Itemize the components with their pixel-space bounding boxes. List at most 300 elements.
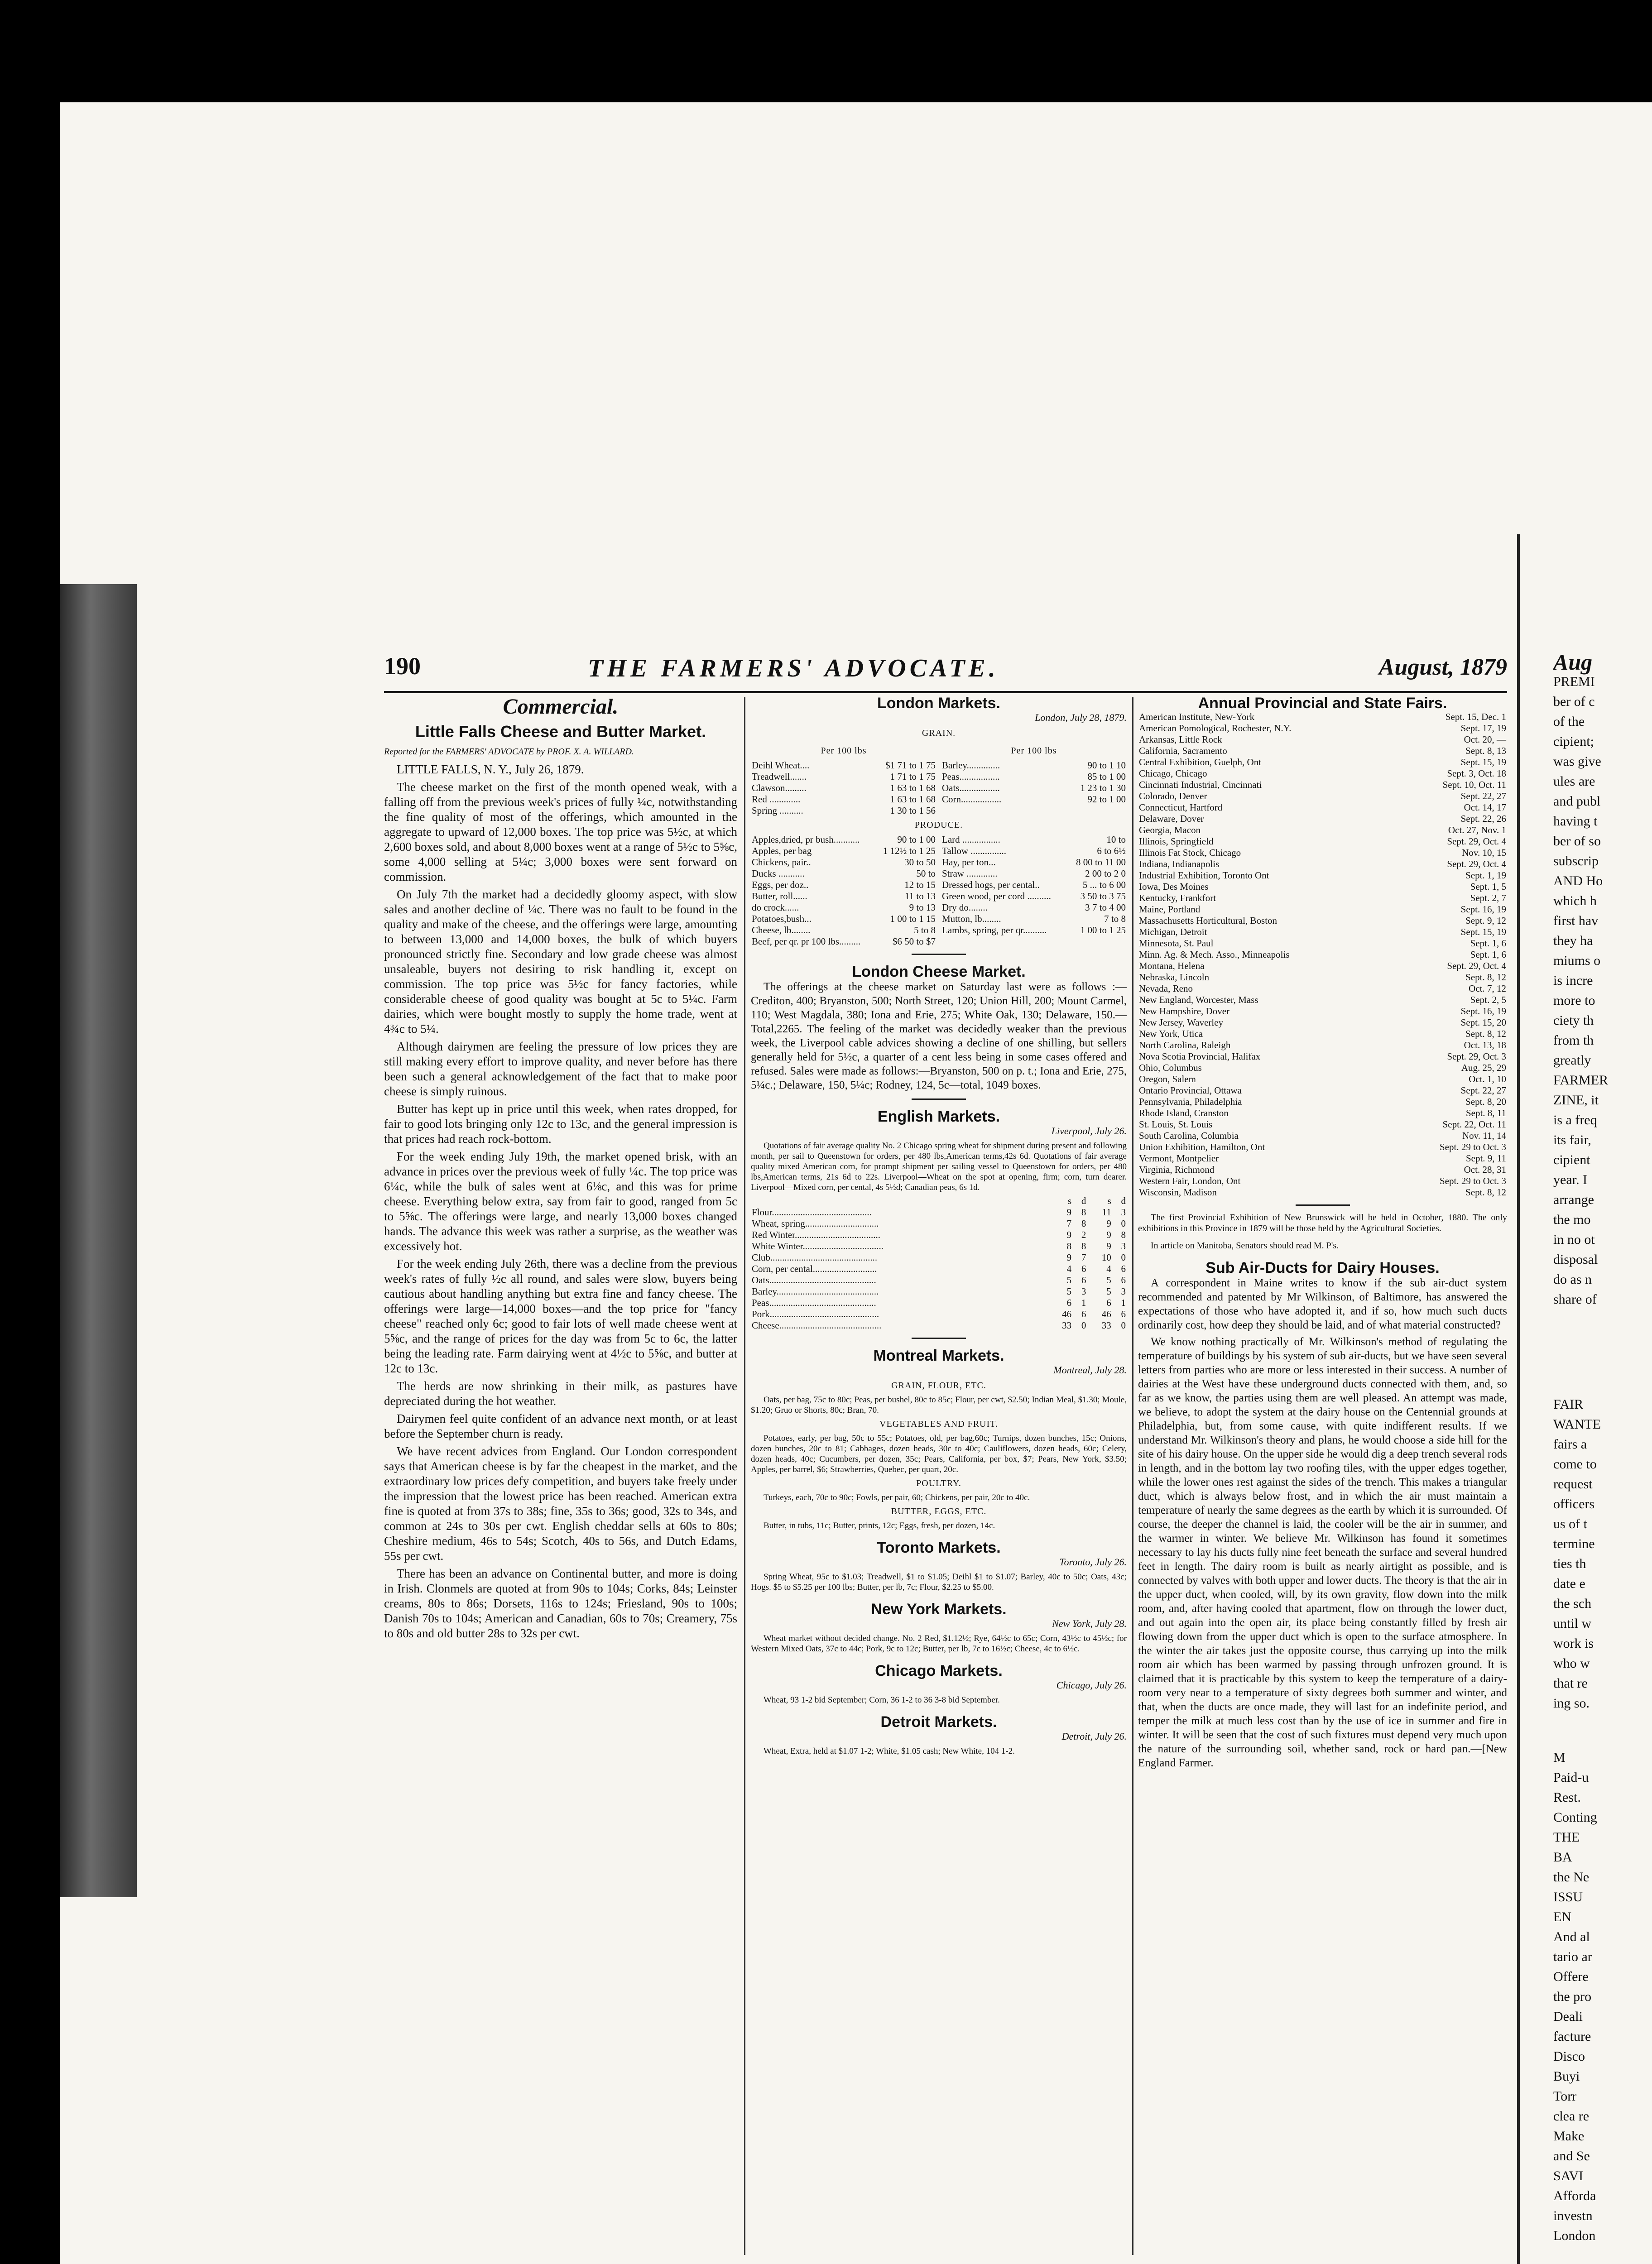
- fair-row: [1138, 1142, 1507, 1153]
- item-value: 10: [1101, 1252, 1111, 1263]
- fragment-line: us of t: [1553, 1516, 1587, 1531]
- item-value: Sept. 2, 5: [1470, 994, 1506, 1005]
- item-value: 3: [1121, 1207, 1126, 1218]
- fair-row: [1138, 938, 1507, 949]
- produce-row: [751, 845, 936, 857]
- item-value: 9: [1106, 1229, 1111, 1240]
- fragment-line: EN: [1553, 1909, 1571, 1924]
- fragment-line: come to: [1553, 1457, 1597, 1472]
- item-name: Oats.................: [942, 782, 1000, 793]
- item-name: Chicago, Chicago: [1139, 768, 1207, 779]
- english-markets-body: Quotations of fair average quality No. 2 Chicago spring wheat for shipment during present and following month, per sail to Queenstown for orders, per 480 lbs,American terms,42s 6d. Quotations of fair average quality mixed American corn, for prompt shipment per sailing vessel to Queenstown for orders, per 480 lbs,American terms, 21s 6d to 22s. Liverpool—Wheat on the spot at opening, firm; corn, turn dearer. Liverpool—Mixed corn, per cental, 4s 5½d; Canadian peas, 6s 1d.: [751, 1141, 1127, 1192]
- fair-row: [1138, 1028, 1507, 1040]
- item-value: Sept. 1, 5: [1470, 881, 1506, 892]
- item-value: Sept. 29 to Oct. 3: [1440, 1175, 1506, 1186]
- item-value: 8: [1066, 1241, 1072, 1252]
- item-value: Sept. 8, 12: [1465, 1187, 1506, 1198]
- chicago-body: Wheat, 93 1-2 bid September; Corn, 36 1-2 to 36 3-8 bid September.: [764, 1695, 1000, 1705]
- item-value: 3: [1081, 1286, 1086, 1297]
- item-value: Sept. 29 to Oct. 3: [1440, 1142, 1506, 1152]
- fair-row: [1138, 1108, 1507, 1119]
- fragment-line: ing so.: [1553, 1696, 1590, 1711]
- fair-row: [1138, 870, 1507, 881]
- item-name: Deihl Wheat....: [752, 760, 810, 771]
- fair-row: [1138, 949, 1507, 960]
- fragment-line: first hav: [1553, 913, 1599, 928]
- london-cheese-title: London Cheese Market.: [852, 963, 1026, 980]
- fragment-line: Offere: [1553, 1969, 1589, 1984]
- item-value: Oct. 27, Nov. 1: [1448, 825, 1506, 835]
- english-row: [751, 1207, 1127, 1218]
- fragment-line: was give: [1553, 754, 1601, 769]
- item-name: Georgia, Macon: [1139, 825, 1201, 835]
- fair-row: [1138, 813, 1507, 825]
- fragment-line: fairs a: [1553, 1437, 1587, 1452]
- paragraph: The cheese market on the first of the month opened weak, with a falling off from the previous week's prices of fully ¼c, notwithstanding the fine quality of most of the offerings, which amounted in the aggregate to upward of 12,000 boxes. The top price was 5½c, at which 2,600 boxes sold, and about 8,000 boxes went at a range of 5½c to 5⅝c, some 4,000 selling at 5¼c; 3,000 boxes were sent forward on commission.: [384, 780, 737, 883]
- produce-row: [941, 891, 1127, 902]
- toronto-markets-title: Toronto Markets.: [877, 1539, 1001, 1556]
- item-value: 5: [1106, 1286, 1111, 1297]
- produce-row: [751, 925, 936, 936]
- fairs-table: [1138, 711, 1507, 1198]
- item-value: Sept. 22, 27: [1460, 1085, 1506, 1096]
- produce-row: [941, 845, 1127, 857]
- fragment-line: cipient;: [1553, 734, 1594, 749]
- item-name: Maine, Portland: [1139, 904, 1201, 915]
- fragment-line: miums o: [1553, 953, 1601, 968]
- paragraph: Dairymen feel quite confident of an advance next month, or at least before the September churn is ready.: [384, 1412, 737, 1440]
- paragraph: For the week ending July 26th, there was a decline from the previous week's rates of fully ½c all round, and sales were slow, buyers being cautious about handling anything but extra fine and fancy cheese. The offerings were large—14,000 boxes—and the top price for "fancy cheese" reached only 6c; good to fair lots of well made cheese went at 5⅝c, and the range of prices for the day was from 5c to 6c, the latter being the leading rate. Farm dairying went at 4½c to 5⅝c, and butter at 12c to 13c.: [384, 1257, 737, 1375]
- fragment-line: officers: [1553, 1497, 1595, 1511]
- fragment-line: year. I: [1553, 1172, 1587, 1187]
- item-name: St. Louis, St. Louis: [1139, 1119, 1213, 1130]
- item-value: 33: [1062, 1320, 1072, 1331]
- item-value: $1 71 to 1 75: [885, 760, 936, 771]
- fragment-line: AND Ho: [1553, 873, 1603, 888]
- detroit-markets-title: Detroit Markets.: [880, 1713, 997, 1731]
- item-name: Rhode Island, Cranston: [1139, 1108, 1229, 1118]
- fair-row: [1138, 745, 1507, 757]
- fragment-line: WANTE: [1553, 1417, 1601, 1432]
- item-name: Nova Scotia Provincial, Halifax: [1139, 1051, 1261, 1062]
- english-table: [751, 1195, 1127, 1331]
- item-value: 5 to 8: [914, 925, 936, 935]
- item-value: 5: [1066, 1275, 1072, 1285]
- fair-row: [1138, 847, 1507, 859]
- fragment-line: until w: [1553, 1616, 1592, 1631]
- english-row: [751, 1252, 1127, 1263]
- fragment-line: ber of c: [1553, 694, 1595, 709]
- item-value: 10 to: [1106, 834, 1126, 845]
- item-name: Minnesota, St. Paul: [1139, 938, 1214, 949]
- item-name: Union Exhibition, Hamilton, Ont: [1139, 1142, 1265, 1152]
- item-value: 4: [1106, 1263, 1111, 1274]
- fair-row: [1138, 825, 1507, 836]
- item-value: Sept. 8, 13: [1465, 745, 1506, 756]
- item-name: Iowa, Des Moines: [1139, 881, 1209, 892]
- fragment-line: that re: [1553, 1676, 1588, 1691]
- english-row: [751, 1263, 1127, 1275]
- item-name: American Pomological, Rochester, N.Y.: [1139, 723, 1292, 734]
- item-value: 7: [1081, 1252, 1086, 1263]
- item-value: 5: [1106, 1275, 1111, 1285]
- item-name: Illinois Fat Stock, Chicago: [1139, 847, 1241, 858]
- fragment-line: the pro: [1553, 1989, 1592, 2004]
- english-row: [751, 1275, 1127, 1286]
- item-name: Dry do........: [942, 902, 988, 913]
- fragment-line: its fair,: [1553, 1132, 1591, 1147]
- item-value: Sept. 1, 6: [1470, 938, 1506, 949]
- item-name: New England, Worcester, Mass: [1139, 994, 1258, 1005]
- item-name: Eggs, per doz..: [752, 879, 809, 890]
- item-value: 1 63 to 1 68: [890, 782, 936, 793]
- newspaper-page: [384, 652, 1507, 2264]
- item-value: 9: [1106, 1218, 1111, 1229]
- item-name: New York, Utica: [1139, 1028, 1203, 1039]
- item-name: Connecticut, Hartford: [1139, 802, 1223, 813]
- item-name: Barley..............: [942, 760, 1000, 771]
- grain-row: [941, 782, 1127, 794]
- english-row: [751, 1229, 1127, 1241]
- grain-row: [751, 805, 936, 816]
- item-value: Sept. 22, Oct. 11: [1442, 1119, 1506, 1130]
- item-value: 0: [1121, 1218, 1126, 1229]
- fragment-line: PREMI: [1553, 674, 1595, 689]
- item-name: Chickens, pair..: [752, 857, 811, 868]
- item-value: Sept. 22, 26: [1460, 813, 1506, 824]
- fair-row: [1138, 768, 1507, 779]
- fair-row: [1138, 1062, 1507, 1074]
- unit-label: Per 100 lbs: [1011, 746, 1057, 756]
- item-value: Sept. 15, Dec. 1: [1445, 711, 1506, 722]
- fragment-line: FARMER: [1553, 1073, 1609, 1088]
- next-page-fragment: [1553, 1748, 1644, 2246]
- fragment-line: ciety th: [1553, 1013, 1594, 1028]
- item-value: 0: [1081, 1320, 1086, 1331]
- item-name: Kentucky, Frankfort: [1139, 892, 1216, 903]
- item-value: 11 to 13: [904, 891, 936, 902]
- item-value: 8: [1121, 1229, 1126, 1240]
- item-value: Nov. 11, 14: [1462, 1130, 1506, 1141]
- produce-row: [751, 936, 936, 947]
- fragment-line: more to: [1553, 993, 1595, 1008]
- fragment-line: share of: [1553, 1292, 1597, 1307]
- subhead: GRAIN, FLOUR, ETC.: [891, 1381, 986, 1391]
- fair-row: [1138, 1085, 1507, 1096]
- english-row: [751, 1286, 1127, 1297]
- dateline: Chicago, July 26.: [1056, 1679, 1127, 1691]
- item-name: Peas.................: [942, 771, 1000, 782]
- item-name: Illinois, Springfield: [1139, 836, 1214, 847]
- item-name: Lard ................: [942, 834, 1000, 845]
- item-value: 1 00 to 1 25: [1080, 925, 1126, 935]
- item-name: Minn. Ag. & Mech. Asso., Minneapolis: [1139, 949, 1290, 960]
- fragment-line: Buyi: [1553, 2069, 1580, 2084]
- item-value: Sept. 3, Oct. 18: [1447, 768, 1506, 779]
- item-name: do crock......: [752, 902, 799, 913]
- fair-row: [1138, 779, 1507, 791]
- item-value: 8: [1081, 1207, 1086, 1218]
- paragraph: For the week ending July 19th, the market opened brisk, with an advance in prices over the previous week of fully ¼c. The top price was 6¼c, while the bulk of sales went at 6⅛c, and this was for prime cheese. Everything below extra, say from fair to good, ranged from 5c to 5⅝c. The offerings were large, and nearly 13,000 boxes changed hands. The advance this week was rather a surprise, as the weather was excessively hot.: [384, 1150, 737, 1253]
- fragment-line: M: [1553, 1750, 1566, 1765]
- fragment-line: THE: [1553, 1830, 1580, 1845]
- montreal-veg: Potatoes, early, per bag, 50c to 55c; Potatoes, old, per bag,60c; Turnips, dozen bunches, 15c; Onions, dozen bunches, 20c to 81; Cabbages, dozen heads, 30c to 40c; Cauliflowers, dozen heads, 60c; Celery, dozen heads, 40c; Cucumbers, per dozen, 35c; Pears, California, per box, $7; Pears, New York, $3.50; Apples, per barrel, $6; Strawberries, Quebec, per quart, 20c.: [751, 1434, 1127, 1474]
- english-row: [751, 1320, 1127, 1331]
- item-value: 1 00 to 1 15: [890, 913, 936, 924]
- fair-row: [1138, 1119, 1507, 1130]
- item-value: 7: [1066, 1218, 1072, 1229]
- fair-row: [1138, 757, 1507, 768]
- item-name: California, Sacramento: [1139, 745, 1227, 756]
- item-name: New Hampshire, Dover: [1139, 1006, 1230, 1017]
- fragment-line: in no ot: [1553, 1232, 1595, 1247]
- english-row: [751, 1218, 1127, 1229]
- fair-row: [1138, 802, 1507, 813]
- english-row: [751, 1309, 1127, 1320]
- paragraph: We have recent advices from England. Our London correspondent says that American cheese is by far the cheapest in the market, and the extraordinary low prices defy competition, and buyers take freely under the impression that the lowest price has been reached. American extra fine is quoted at from 37s to 38s; fine, 35s to 36s; good, 32s to 34s, and common at 24s to 30s per cwt. English cheddar sells at 60s to 80s; Cheshire medium, 46s to 54s; Scotch, 40s to 56s, and Dutch Edams, 55s per cwt.: [384, 1444, 737, 1563]
- item-name: Pennsylvania, Philadelphia: [1139, 1096, 1242, 1107]
- item-value: Sept. 9, 12: [1465, 915, 1506, 926]
- item-value: 6: [1081, 1275, 1086, 1285]
- item-name: Western Fair, London, Ont: [1139, 1175, 1241, 1186]
- fair-row: [1138, 1040, 1507, 1051]
- produce-row: [941, 834, 1127, 845]
- grain-row: [941, 794, 1127, 805]
- grain-subhead: GRAIN.: [922, 728, 956, 738]
- paragraph: Although dairymen are feeling the pressure of low prices they are still making every effort to improve quality, and never before has there been such a general acknowledgement of the fact that to make poor cheese is simply ruinous.: [384, 1040, 737, 1098]
- item-name: Treadwell.......: [752, 771, 807, 782]
- dateline: Toronto, July 26.: [1059, 1556, 1127, 1568]
- item-name: Dressed hogs, per cental..: [942, 879, 1040, 890]
- fair-row: [1138, 994, 1507, 1006]
- item-value: 0: [1121, 1320, 1126, 1331]
- dateline: London, July 28, 1879.: [1035, 712, 1127, 723]
- fragment-line: facture: [1553, 2029, 1591, 2044]
- dateline: Detroit, July 26.: [1061, 1731, 1127, 1742]
- item-name: Corn.................: [942, 794, 1002, 805]
- item-name: Straw .............: [942, 868, 998, 879]
- item-value: 1 63 to 1 68: [890, 794, 936, 805]
- item-value: Sept. 29, Oct. 4: [1447, 859, 1506, 869]
- item-name: Cheese...........................................: [752, 1320, 882, 1331]
- item-value: Oct. 13, 18: [1464, 1040, 1506, 1050]
- fairs-title: Annual Provincial and State Fairs.: [1198, 695, 1447, 712]
- item-value: $6 50 to $7: [892, 936, 936, 947]
- fragment-line: SAVI: [1553, 2168, 1584, 2183]
- item-value: 46: [1062, 1309, 1072, 1319]
- item-name: Virginia, Richmond: [1139, 1164, 1215, 1175]
- fragment-line: Afforda: [1553, 2188, 1596, 2203]
- fair-row: [1138, 881, 1507, 892]
- item-value: 46: [1101, 1309, 1111, 1319]
- fragment-line: arrange: [1553, 1192, 1594, 1207]
- fragment-line: Rest.: [1553, 1790, 1581, 1805]
- item-value: Oct. 1, 10: [1469, 1074, 1506, 1084]
- fair-row: [1138, 711, 1507, 723]
- fair-row: [1138, 1164, 1507, 1175]
- produce-row: [751, 868, 936, 879]
- byline: Reported for the FARMERS' ADVOCATE by PROF. X. A. WILLARD.: [384, 747, 634, 757]
- fairs-note: In article on Manitoba, Senators should read M. P's.: [1151, 1241, 1339, 1251]
- item-value: 12 to 15: [904, 879, 936, 890]
- item-name: Clawson.........: [752, 782, 807, 793]
- item-value: 5 ... to 6 00: [1082, 879, 1126, 890]
- item-value: Sept. 1, 19: [1465, 870, 1506, 881]
- fragment-line: Paid-u: [1553, 1770, 1589, 1785]
- fragment-line: and publ: [1553, 794, 1601, 809]
- item-name: Mutton, lb........: [942, 913, 1001, 924]
- section-title: Commercial.: [503, 695, 619, 719]
- detroit-body: Wheat, Extra, held at $1.07 1-2; White, $1.05 cash; New White, 104 1-2.: [764, 1746, 1015, 1756]
- grain-row: [751, 794, 936, 805]
- dateline: LITTLE FALLS, N. Y., July 26, 1879.: [397, 763, 584, 776]
- fair-row: [1138, 1175, 1507, 1187]
- fair-row: [1138, 859, 1507, 870]
- item-value: Sept. 1, 6: [1470, 949, 1506, 960]
- fragment-line: ISSU: [1553, 1890, 1583, 1904]
- fragment-line: ber of so: [1553, 834, 1601, 849]
- item-name: Flour..........................................: [752, 1207, 872, 1218]
- fairs-note: The first Provincial Exhibition of New Brunswick will be held in October, 1880. The only exhibitions in this Province in 1879 will be those held by the Agricultural Societies.: [1138, 1213, 1507, 1233]
- item-name: Ducks ...........: [752, 868, 805, 879]
- fair-row: [1138, 1006, 1507, 1017]
- item-value: 33: [1101, 1320, 1111, 1331]
- produce-row: [941, 925, 1127, 936]
- item-name: Arkansas, Little Rock: [1139, 734, 1222, 745]
- produce-row: [751, 891, 936, 902]
- item-value: Sept. 17, 19: [1460, 723, 1506, 734]
- fragment-line: cipient: [1553, 1152, 1590, 1167]
- item-name: Beef, per qr. pr 100 lbs.........: [752, 936, 861, 947]
- item-name: Wheat, spring...............................: [752, 1218, 879, 1229]
- item-value: Oct. 20, —: [1464, 734, 1506, 745]
- item-value: 6: [1106, 1297, 1111, 1308]
- item-value: 9: [1066, 1207, 1072, 1218]
- next-page-header: Aug: [1553, 652, 1593, 675]
- book-binding: [60, 584, 137, 1897]
- produce-row: [941, 868, 1127, 879]
- item-value: 1 71 to 1 75: [890, 771, 936, 782]
- item-name: Massachusetts Horticultural, Boston: [1139, 915, 1277, 926]
- fragment-line: the mo: [1553, 1212, 1591, 1227]
- column-rule: [1132, 697, 1133, 2255]
- produce-row: [941, 913, 1127, 925]
- fragment-line: ZINE, it: [1553, 1093, 1599, 1108]
- produce-row: [941, 902, 1127, 913]
- item-value: 90 to 1 10: [1087, 760, 1126, 771]
- subair-title: Sub Air-Ducts for Dairy Houses.: [1205, 1259, 1440, 1276]
- separator: [912, 1098, 966, 1100]
- item-value: 90 to 1 00: [897, 834, 936, 845]
- grain-row: [751, 782, 936, 794]
- fair-row: [1138, 734, 1507, 745]
- paragraph: There has been an advance on Continental butter, and more is doing in Irish. Clonmels are quoted at from 90s to 104s; Corks, 84s; Leinster creams, 80s to 86s; Dorsets, 116s to 124s; Friesland, 90s to 100s; Danish 70s to 104s; American and Canadian, 60s to 70s; Creamery, 75s to 80s and old butter 28s to 32s per cwt.: [384, 1567, 737, 1640]
- item-value: 2: [1081, 1229, 1086, 1240]
- fair-row: [1138, 1096, 1507, 1108]
- paragraph: We know nothing practically of Mr. Wilkinson's method of regulating the temperature of buildings by his system of sub air-ducts, but we have seen several letters from parties who are more or less interested in their success. A number of dairies at the West have these underground ducts connected with them, and, so far as we know, the parties using them are well pleased. An attempt was made, we believe, to adopt the system at the dairy house on the Centennial grounds at Philadelphia, but, from some cause, with quite indifferent results. If we understand Mr. Wilkinson's theory and plans, he would choose a side hill for the site of his dairy house. On the upper side he would dig a deep trench several rods in length, and in the bottom lay two roofing tiles, with the upper edges together, while the lower ones rest against the sides of the trench. This makes a triangular duct, which is always below frost, and in which the air must maintain a temperature of nearly the same degrees as the earth by which it is surrounded. Of course, the deeper the channel is laid, the cooler will be the air in summer, and the warmer in winter. We believe Mr. Wilkinson has found it sometimes necessary to lay his ducts fully nine feet beneath the surface and several hundred feet in length. The dairy room is built as nearly airtight as possible, and is connected by valves with both upper and lower ducts. The theory is that the air in the upper duct, when cooled, will, by its own gravity, flow down into the milk room, and, after having cooled that apartment, flow on through the lower duct, and out again into the open air, its place being constantly filled by fresh air flowing down from the upper duct which is open to the surface atmosphere. In the winter the air takes just the opposite course, thus carrying up into the milk room air which has been warmed by passing through unfrozen ground. It is claimed that it is practicable by this system to keep the temperature of a dairy-room very near to a temperature of sixty degrees both summer and winter, and that, when the ducts are once made, they will last for an indefinite period, and temper the milk at much less cost than by the use of ice in summer and fire in winter. It will be seen that the cost of such fixtures must depend very much upon the nature of the surrounding soil, whether sand, rock or hard pan.—[New England Farmer.: [1138, 1336, 1507, 1769]
- item-value: Oct. 14, 17: [1464, 802, 1506, 813]
- item-value: 2 00 to 2 0: [1085, 868, 1126, 879]
- item-value: Sept. 8, 20: [1465, 1096, 1506, 1107]
- item-name: Montana, Helena: [1139, 960, 1205, 971]
- item-value: 1 23 to 1 30: [1080, 782, 1126, 793]
- fragment-line: work is: [1553, 1636, 1594, 1651]
- item-value: 1: [1081, 1297, 1086, 1308]
- paragraph: The herds are now shrinking in their milk, as pastures have depreciated during the hot weather.: [384, 1379, 737, 1408]
- item-name: North Carolina, Raleigh: [1139, 1040, 1231, 1050]
- fragment-line: termine: [1553, 1536, 1595, 1551]
- grain-table: [751, 742, 1127, 816]
- dateline: New York, July 28.: [1052, 1618, 1127, 1629]
- item-value: 6: [1121, 1309, 1126, 1319]
- column-header: s: [1067, 1195, 1072, 1206]
- fragment-line: request: [1553, 1477, 1593, 1492]
- column-fairs: [1138, 697, 1507, 1773]
- item-name: Vermont, Montpelier: [1139, 1153, 1219, 1164]
- item-name: South Carolina, Columbia: [1139, 1130, 1239, 1141]
- fair-row: [1138, 926, 1507, 938]
- item-value: Oct. 28, 31: [1464, 1164, 1506, 1175]
- fragment-line: clea re: [1553, 2109, 1590, 2124]
- fair-row: [1138, 983, 1507, 994]
- item-name: Hay, per ton...: [942, 857, 996, 868]
- english-row: [751, 1241, 1127, 1252]
- fragment-line: do as n: [1553, 1272, 1592, 1287]
- item-value: 8: [1081, 1218, 1086, 1229]
- toronto-body: Spring Wheat, 95c to $1.03; Treadwell, $1 to $1.05; Deihl $1 to $1.07; Barley, 40c to 50c; Oats, 43c; Hogs. $5 to $5.25 per 100 lbs; Butter, per lb, 7c; Flour, $2.25 to $5.00.: [751, 1572, 1127, 1592]
- london-cheese-body: The offerings at the cheese market on Saturday last were as follows :—Crediton, 400; Bryanston, 500; North Street, 120; Union Hill, 200; Mount Carmel, 110; West Magdala, 380; Iona and Erie, 275; White Oak, 130; Delaware, 150.—Total,2265. The feeling of the market was decidedly weaker than the previous week, the Liverpool cable advices showing a decline of one shilling, but sellers generally held for 5½c, a quarter of a cent less being in some cases offered and refused. Sales were made as follows:—Bryanston, 500 on p. t.; Iona and Erie, 275, 5¼c.; Delaware, 150, 5¼c; Rodney, 124, 5c—total, 1049 boxes.: [751, 981, 1127, 1091]
- newyork-body: Wheat market without decided change. No. 2 Red, $1.12½; Rye, 64½c to 65c; Corn, 43½c to 45½c; for Western Mixed Oats, 37c to 44c; Pork, 9c to 12c; Butter, per lb, 7c to 16½c; Cheese, 4c to 6½c.: [751, 1634, 1127, 1654]
- fair-row: [1138, 1187, 1507, 1198]
- paragraph: Butter has kept up in price until this week, when rates dropped, for fair to good lots bringing only 12c to 13c, and the general impression is that prices had reach rock-bottom.: [384, 1102, 737, 1146]
- fragment-line: ules are: [1553, 774, 1595, 789]
- next-page-fragment: [1553, 1395, 1644, 1713]
- fragment-line: tario ar: [1553, 1949, 1592, 1964]
- fragment-line: Conting: [1553, 1810, 1597, 1825]
- item-name: Apples, per bag: [752, 845, 812, 856]
- item-value: 6: [1121, 1263, 1126, 1274]
- item-value: Sept. 29, Oct. 3: [1447, 1051, 1506, 1062]
- fragment-line: date e: [1553, 1576, 1585, 1591]
- item-name: Nebraska, Lincoln: [1139, 972, 1210, 983]
- item-value: 8 00 to 11 00: [1076, 857, 1126, 868]
- montreal-poultry: Turkeys, each, 70c to 90c; Fowls, per pair, 60; Chickens, per pair, 20c to 40c.: [764, 1493, 1030, 1502]
- item-value: 1 12½ to 1 25: [883, 845, 936, 856]
- fair-row: [1138, 723, 1507, 734]
- fair-row: [1138, 791, 1507, 802]
- fragment-line: who w: [1553, 1656, 1590, 1671]
- item-name: Cincinnati Industrial, Cincinnati: [1139, 779, 1262, 790]
- item-name: Pork..............................................: [752, 1309, 879, 1319]
- grain-row: [751, 771, 936, 782]
- item-name: American Institute, New-York: [1139, 711, 1255, 722]
- column-rule: [744, 697, 745, 2255]
- item-value: 6: [1081, 1309, 1086, 1319]
- fragment-line: Disco: [1553, 2049, 1585, 2064]
- fair-row: [1138, 1130, 1507, 1142]
- header-rule: [384, 691, 1507, 693]
- fragment-line: the sch: [1553, 1596, 1592, 1611]
- item-value: Sept. 9, 11: [1465, 1153, 1506, 1164]
- fragment-line: the Ne: [1553, 1870, 1590, 1885]
- separator: [1296, 1204, 1350, 1206]
- page-header: [384, 652, 1507, 682]
- item-value: 6 to 6½: [1097, 845, 1126, 856]
- page-number: 190: [384, 652, 421, 680]
- produce-row: [751, 913, 936, 925]
- item-value: Sept. 16, 19: [1460, 1006, 1506, 1017]
- produce-row: [941, 857, 1127, 868]
